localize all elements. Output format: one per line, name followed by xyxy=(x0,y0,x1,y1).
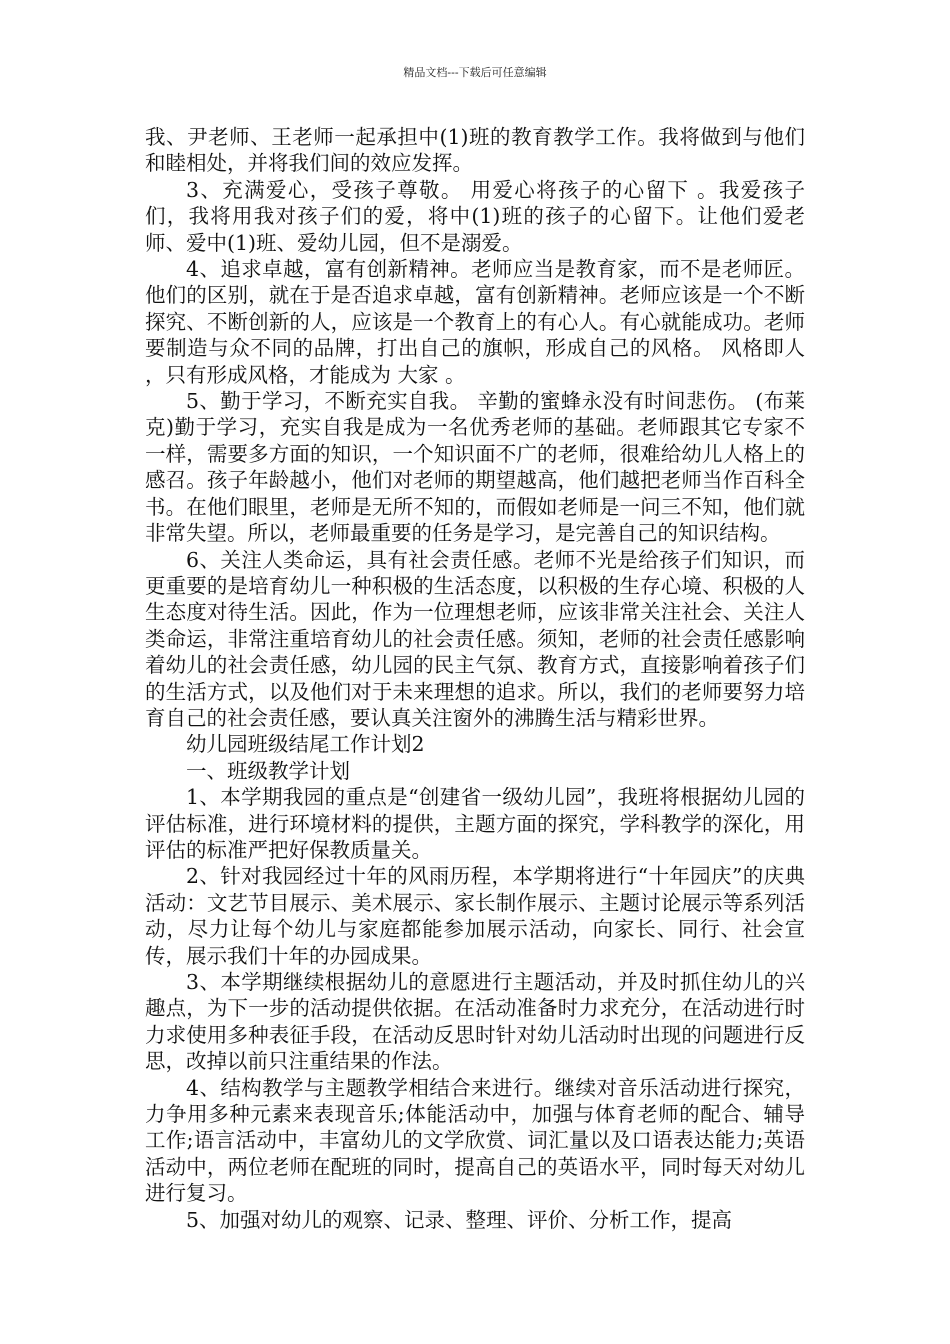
section-heading: 一、班级教学计划 xyxy=(186,758,350,783)
section-title: 幼儿园班级结尾工作计划2 xyxy=(186,732,425,757)
paragraph: 4、结构教学与主题教学相结合来进行。继续对音乐活动进行探究，力争用多种元素来表现音乐;体能活动中，加强与体育老师的配合、辅导工作;语言活动中，丰富幼儿的文学欣赏、词汇量以及口语表达能力;英语活动中，两位老师在配班的同时，提高自己的英语水平，同时每天对幼儿进行复习。 xyxy=(145,1075,805,1206)
paragraph: 2、针对我园经过十年的风雨历程，本学期将进行“十年园庆”的庆典活动：文艺节目展示、美术展示、家长制作展示、主题讨论展示等系列活动，尽力让每个幼儿与家庭都能参加展示活动，向家长、同行、社会宣传，展示我们十年的办园成果。 xyxy=(145,864,805,968)
document-body xyxy=(145,124,805,1233)
paragraph: 5、加强对幼儿的观察、记录、整理、评价、分析工作，提高 xyxy=(186,1207,733,1232)
paragraph: 6、关注人类命运，具有社会责任感。老师不光是给孩子们知识，而更重要的是培育幼儿一种积极的生活态度，以积极的生存心境、积极的人生态度对待生活。因此，作为一位理想老师，应该非常关注社会、关注人类命运，非常注重培育幼儿的社会责任感。须知，老师的社会责任感影响着幼儿的社会责任感，幼儿园的民主气氛、教育方式，直接影响着孩子们的生活方式，以及他们对于未来理想的追求。所以，我们的老师要努力培育自己的社会责任感，要认真关注窗外的沸腾生活与精彩世界。 xyxy=(145,547,805,730)
paragraph: 3、充满爱心，受孩子尊敬。 用爱心将孩子的心留下 。我爱孩子们，我将用我对孩子们的爱，将中(1)班的孩子的心留下。让他们爱老师、爱中(1)班、爱幼儿园，但不是溺爱。 xyxy=(145,177,805,255)
paragraph: 1、本学期我园的重点是“创建省一级幼儿园”，我班将根据幼儿园的评估标准，进行环境材料的提供，主题方面的探究，学科教学的深化，用评估的标准严把好保教质量关。 xyxy=(145,785,805,862)
paragraph: 我、尹老师、王老师一起承担中(1)班的教育教学工作。我将做到与他们和睦相处，并将我们间的效应发挥。 xyxy=(145,125,805,176)
paragraph: 4、追求卓越，富有创新精神。老师应当是教育家，而不是老师匠。他们的区别，就在于是否追求卓越，富有创新精神。老师应该是一个不断探究、不断创新的人，应该是一个教育上的有心人。有心就能成功。老师要制造与众不同的品牌，打出自己的旗帜，形成自己的风格。 风格即人 ，只有形成风格，才能成为 大家 。 xyxy=(145,257,805,387)
page-header: 精品文档---下载后可任意编辑 xyxy=(403,66,547,79)
paragraph: 3、本学期继续根据幼儿的意愿进行主题活动，并及时抓住幼儿的兴趣点，为下一步的活动提供依据。在活动准备时力求充分，在活动进行时力求使用多种表征手段，在活动反思时针对幼儿活动时出现的问题进行反思，改掉以前只注重结果的作法。 xyxy=(145,970,805,1074)
paragraph: 5、勤于学习，不断充实自我。 辛勤的蜜蜂永没有时间悲伤。 (布莱克)勤于学习，充实自我是成为一名优秀老师的基础。老师跟其它专家不一样，需要多方面的知识，一个知识面不广的老师，很难给幼儿人格上的感召。孩子年龄越小，他们对老师的期望越高，他们越把老师当作百科全书。在他们眼里，老师是无所不知的，而假如老师是一问三不知，他们就非常失望。所以，老师最重要的任务是学习，是完善自己的知识结构。 xyxy=(145,389,805,546)
